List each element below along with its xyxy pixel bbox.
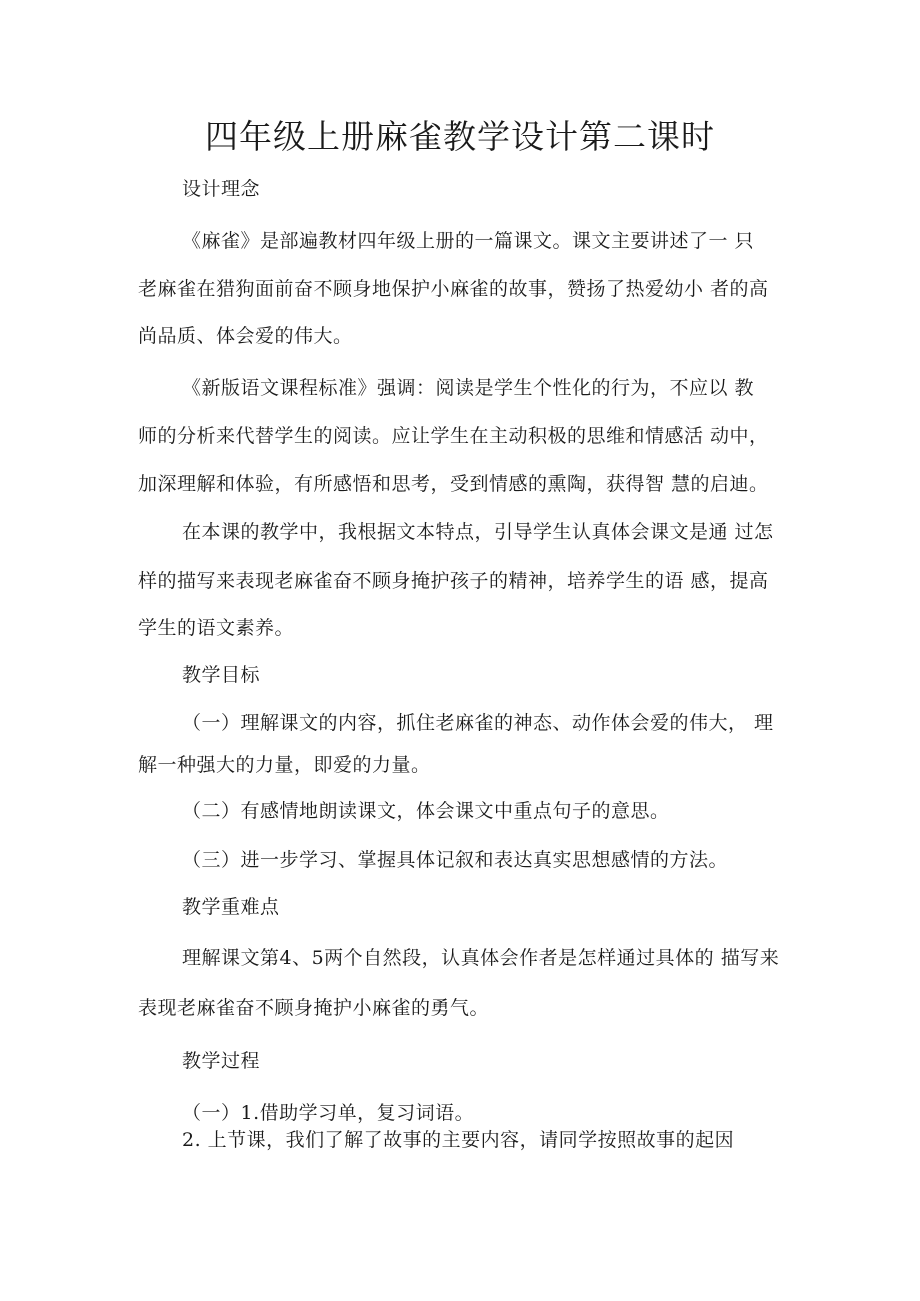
process-step: 2. 上节课，我们了解了故事的主要内容，请同学按照故事的起因 (182, 1129, 735, 1151)
section-heading-teaching-process: 教学过程 (182, 1050, 261, 1072)
paragraph-line: 理解课文第4、5两个自然段，认真体会作者是怎样通过具体的 描写来 (182, 947, 780, 969)
paragraph-line: 师的分析来代替学生的阅读。应让学生在主动积极的思维和情感活 动中， (138, 425, 769, 447)
process-step: （一）1.借助学习单，复习词语。 (182, 1102, 475, 1124)
section-heading-teaching-goals: 教学目标 (182, 664, 261, 686)
goal-item: （一）理解课文的内容，抓住老麻雀的神态、动作体会爱的伟大， 理 (182, 712, 774, 734)
paragraph-line: 尚品质、体会爱的伟大。 (138, 325, 353, 347)
goal-item: （二）有感情地朗读课文，体会课文中重点句子的意思。 (182, 800, 670, 822)
paragraph-line: 样的描写来表现老麻雀奋不顾身掩护孩子的精神，培养学生的语 感，提高 (138, 570, 769, 592)
paragraph-line: 学生的语文素养。 (138, 617, 295, 639)
paragraph-line: 《麻雀》是部遍教材四年级上册的一篇课文。课文主要讲述了一 只 (182, 230, 755, 252)
paragraph-line: 表现老麻雀奋不顾身掩护小麻雀的勇气。 (138, 997, 490, 1019)
paragraph-line: 加深理解和体验，有所感悟和思考，受到情感的熏陶，获得智 慧的启迪。 (138, 473, 769, 495)
goal-item: （三）进一步学习、掌握具体记叙和表达真实思想感情的方法。 (182, 849, 729, 871)
goal-item-continuation: 解一种强大的力量，即爱的力量。 (138, 754, 431, 776)
paragraph-line: 老麻雀在猎狗面前奋不顾身地保护小麻雀的故事，赞扬了热爱幼小 者的高 (138, 278, 769, 300)
section-heading-design-concept: 设计理念 (182, 178, 261, 200)
paragraph-line: 在本课的教学中，我根据文本特点，引导学生认真体会课文是通 过怎 (182, 521, 774, 543)
paragraph-line: 《新版语文课程标准》强调：阅读是学生个性化的行为，不应以 教 (182, 377, 755, 399)
document-title: 四年级上册麻雀教学设计第二课时 (205, 117, 715, 156)
section-heading-key-difficulties: 教学重难点 (182, 896, 280, 918)
